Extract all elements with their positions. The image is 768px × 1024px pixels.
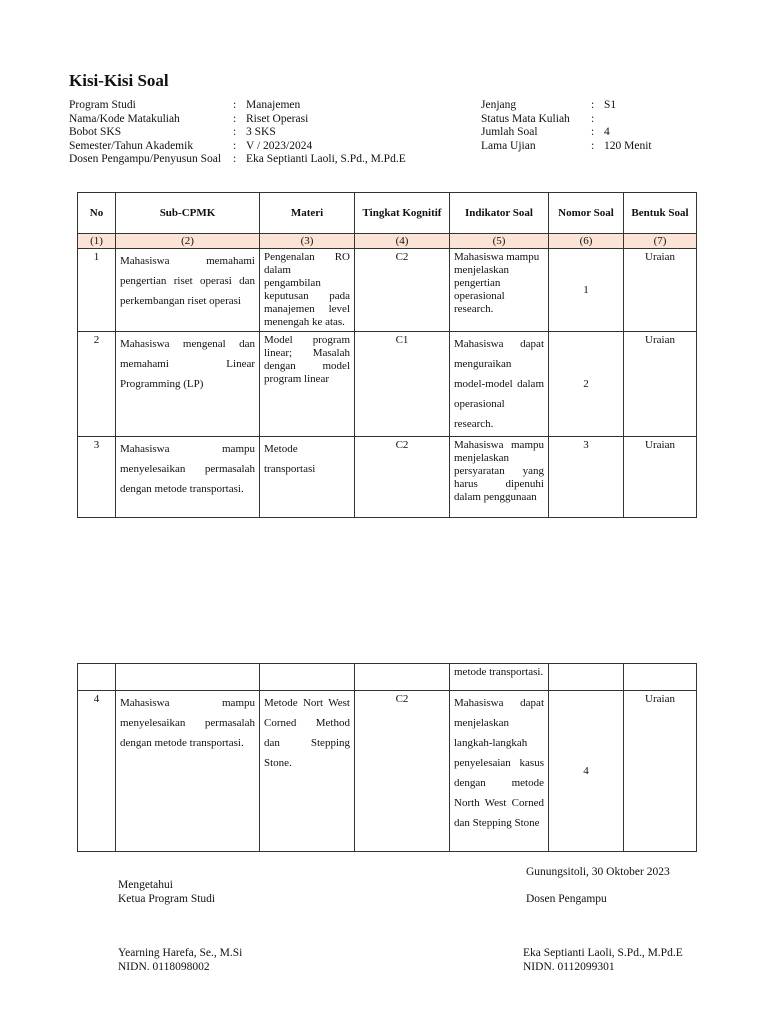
cell-materi xyxy=(260,664,355,691)
cell-nomor: 1 xyxy=(549,249,624,332)
table-row xyxy=(78,332,697,437)
cell-sub-cpmk: Mahasiswa mampu menyelesaikan permasalah dengan metode transportasi. xyxy=(116,691,260,852)
cell-sub-cpmk: Mahasiswa mampu menyelesaikan permasalah dengan metode transportasi. xyxy=(116,437,260,518)
cell-tingkat xyxy=(355,664,450,691)
info-row-lama-ujian xyxy=(481,140,701,154)
info-label: Nama/Kode Matakuliah xyxy=(69,112,180,125)
signature-right-block xyxy=(523,947,683,974)
document-title: Kisi-Kisi Soal xyxy=(69,71,169,90)
info-row-bobot-sks xyxy=(69,126,449,140)
place-date: Gunungsitoli, 30 Oktober 2023 xyxy=(526,866,670,878)
cell-indikator: Mahasiswa dapat menguraikan model-model dalam operasional research. xyxy=(450,332,549,437)
cell-bentuk xyxy=(624,664,697,691)
info-label: Status Mata Kuliah xyxy=(481,112,570,125)
info-value: Riset Operasi xyxy=(246,112,309,125)
cell-tingkat: C2 xyxy=(355,437,450,518)
signature-right-name: Eka Septianti Laoli, S.Pd., M.Pd.E xyxy=(523,947,683,959)
cell-indikator: metode transportasi. xyxy=(450,664,549,691)
signature-left-line2: Ketua Program Studi xyxy=(118,892,216,905)
cell-sub-cpmk: Mahasiswa mengenal dan memahami Linear Programming (LP) xyxy=(116,332,260,437)
cell-indikator: Mahasiswa mampu menjelaskan persyaratan yang harus dipenuhi dalam penggunaan xyxy=(450,437,549,518)
table-row xyxy=(78,249,697,332)
info-label: Dosen Pengampu/Penyusun Soal xyxy=(69,153,222,165)
info-row-program-studi xyxy=(69,99,449,113)
column-number: (6) xyxy=(549,234,624,249)
info-row-semester xyxy=(69,140,449,154)
cell-nomor xyxy=(549,664,624,691)
table-row xyxy=(78,691,697,852)
cell-no xyxy=(78,664,116,691)
info-separator: : xyxy=(233,139,237,152)
cell-bentuk: Uraian xyxy=(624,437,697,518)
table-row-continuation xyxy=(78,664,697,691)
column-number: (7) xyxy=(624,234,697,249)
info-separator: : xyxy=(591,112,595,125)
info-label: Program Studi xyxy=(69,99,136,111)
cell-nomor: 2 xyxy=(549,332,624,437)
cell-sub-cpmk: Mahasiswa memahami pengertian riset operasi dan perkembangan riset operasi xyxy=(116,249,260,332)
cell-indikator: Mahasiswa mampu menjelaskan pengertian operasional research. xyxy=(450,249,549,332)
column-number: (5) xyxy=(450,234,549,249)
info-separator: : xyxy=(591,139,595,152)
cell-no: 4 xyxy=(78,691,116,852)
cell-bentuk: Uraian xyxy=(624,691,697,852)
signature-right-title: Dosen Pengampu xyxy=(526,893,607,905)
column-number: (2) xyxy=(116,234,260,249)
cell-bentuk: Uraian xyxy=(624,332,697,437)
cell-nomor: 3 xyxy=(549,437,624,518)
cell-materi: Model program linear; Masalah dengan model program linear xyxy=(260,332,355,437)
cell-no: 3 xyxy=(78,437,116,518)
signature-left-name: Yearning Harefa, Se., M.Si xyxy=(118,947,243,959)
cell-nomor: 4 xyxy=(549,691,624,852)
info-value: V / 2023/2024 xyxy=(246,139,313,152)
info-row-jumlah-soal xyxy=(481,126,701,140)
info-separator: : xyxy=(233,153,237,165)
cell-no: 1 xyxy=(78,249,116,332)
info-label: Jenjang xyxy=(481,99,517,111)
info-label: Semester/Tahun Akademik xyxy=(69,139,194,152)
column-number-row xyxy=(78,234,697,249)
header-sub-cpmk: Sub-CPMK xyxy=(116,193,260,234)
info-value: S1 xyxy=(604,99,617,111)
cell-sub-cpmk xyxy=(116,664,260,691)
info-separator: : xyxy=(233,126,237,138)
kisi-table xyxy=(77,192,697,518)
info-value: Manajemen xyxy=(246,99,301,111)
cell-tingkat: C1 xyxy=(355,332,450,437)
column-number: (3) xyxy=(260,234,355,249)
column-number: (1) xyxy=(78,234,116,249)
info-label: Jumlah Soal xyxy=(481,126,538,138)
kisi-table-continued xyxy=(77,663,697,852)
header-no: No xyxy=(78,193,116,234)
signature-left-header xyxy=(118,879,215,906)
signature-right-nidn: NIDN. 0112099301 xyxy=(523,960,615,973)
cell-tingkat: C2 xyxy=(355,691,450,852)
info-row-status xyxy=(481,113,701,127)
signature-left-block xyxy=(118,947,242,974)
cell-materi: Metode transportasi xyxy=(260,437,355,518)
info-value: Eka Septianti Laoli, S.Pd., M.Pd.E xyxy=(246,153,406,165)
cell-materi: Pengenalan RO dalam pengambilan keputusan pada manajemen level menengah ke atas. xyxy=(260,249,355,332)
info-label: Lama Ujian xyxy=(481,139,536,152)
info-value: 4 xyxy=(604,126,610,138)
info-row-jenjang xyxy=(481,99,701,113)
cell-tingkat: C2 xyxy=(355,249,450,332)
info-row-dosen xyxy=(69,153,449,167)
column-number: (4) xyxy=(355,234,450,249)
signature-left-line1: Mengetahui xyxy=(118,879,173,891)
header-bentuk-soal: Bentuk Soal xyxy=(624,193,697,234)
cell-bentuk: Uraian xyxy=(624,249,697,332)
header-tingkat-kognitif: Tingkat Kognitif xyxy=(355,193,450,234)
signature-left-nidn: NIDN. 0118098002 xyxy=(118,960,210,973)
cell-materi: Metode Nort West Corned Method dan Stepping Stone. xyxy=(260,691,355,852)
table-header-row xyxy=(78,193,697,234)
info-separator: : xyxy=(233,112,237,125)
table-row xyxy=(78,437,697,518)
info-row-matakuliah xyxy=(69,113,449,127)
info-separator: : xyxy=(591,126,595,138)
info-label: Bobot SKS xyxy=(69,126,122,138)
info-value: 3 SKS xyxy=(246,126,276,138)
course-info-left xyxy=(69,99,449,167)
header-materi: Materi xyxy=(260,193,355,234)
cell-indikator: Mahasiswa dapat menjelaskan langkah-langkah penyelesaian kasus dengan metode North West Corned dan Stepping Stone xyxy=(450,691,549,852)
info-separator: : xyxy=(591,99,595,111)
header-indikator-soal: Indikator Soal xyxy=(450,193,549,234)
info-value: 120 Menit xyxy=(604,139,652,152)
info-separator: : xyxy=(233,99,237,111)
course-info-right xyxy=(481,99,701,153)
header-nomor-soal: Nomor Soal xyxy=(549,193,624,234)
cell-no: 2 xyxy=(78,332,116,437)
